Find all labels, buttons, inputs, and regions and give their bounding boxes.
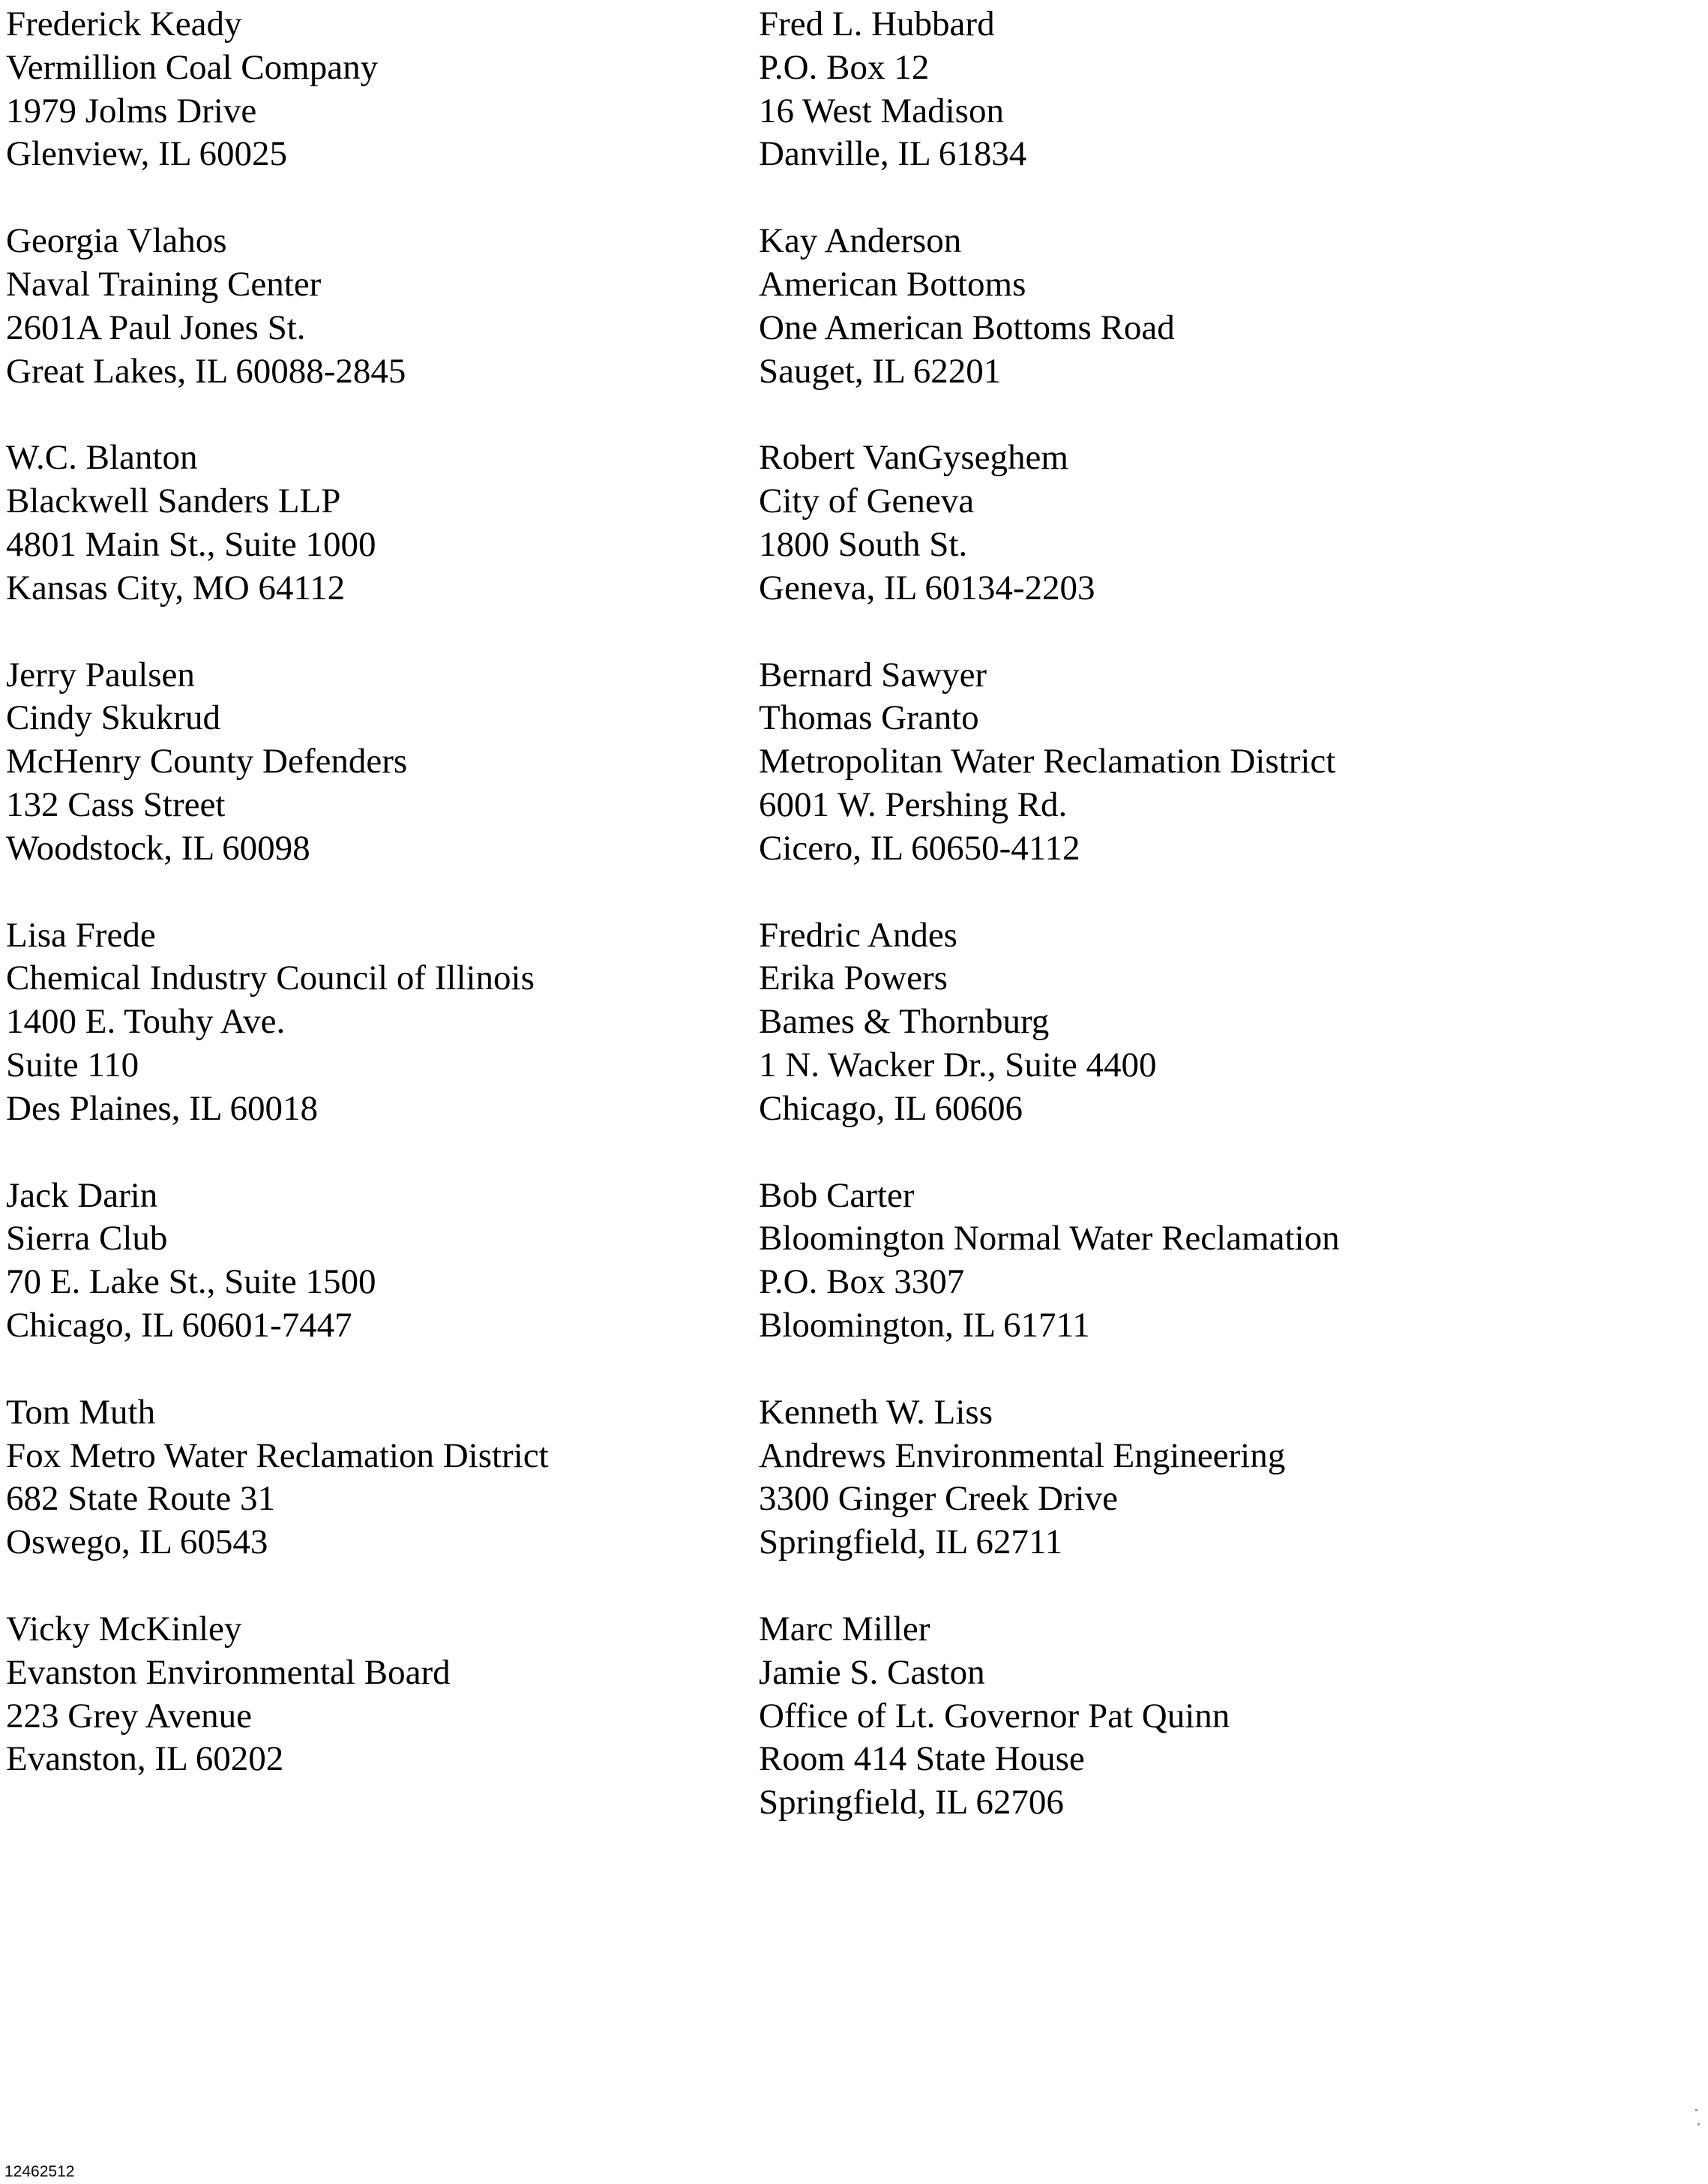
address-block (759, 1174, 1644, 1348)
address-line: City of Geneva (759, 482, 975, 521)
address-line: Woodstock, IL 60098 (6, 828, 310, 868)
address-line: 1979 Jolms Drive (6, 91, 257, 130)
address-block (6, 220, 726, 393)
address-line: Metropolitan Water Reclamation District (759, 742, 1336, 782)
address-line: Glenview, IL 60025 (6, 134, 288, 174)
address-line: Lisa Frede (6, 915, 156, 955)
address-line: Bloomington, IL 61711 (759, 1305, 1090, 1345)
address-line: Tom Muth (6, 1392, 156, 1432)
address-line: Office of Lt. Governor Pat Quinn (759, 1696, 1230, 1736)
address-line: Bernard Sawyer (759, 655, 987, 694)
address-line: 682 State Route 31 (6, 1479, 275, 1519)
address-line: Kay Anderson (759, 221, 962, 261)
address-column-left (6, 3, 726, 1825)
address-line: W.C. Blanton (6, 438, 198, 478)
address-line: 223 Grey Avenue (6, 1696, 253, 1736)
address-line: Naval Training Center (6, 264, 322, 304)
address-line: Room 414 State House (759, 1739, 1085, 1779)
address-line: Thomas Granto (759, 698, 979, 738)
address-block (6, 1391, 726, 1564)
document-id: 12462512 (4, 2163, 75, 2180)
address-line: Vicky McKinley (6, 1609, 242, 1648)
address-block (759, 3, 1644, 176)
address-line: P.O. Box 12 (759, 47, 930, 87)
address-block (759, 220, 1644, 393)
address-column-right (759, 3, 1644, 1868)
address-line: Cicero, IL 60650-4112 (759, 828, 1080, 868)
address-line: Suite 110 (6, 1045, 139, 1084)
address-line: 1400 E. Touhy Ave. (6, 1002, 286, 1042)
address-line: 16 West Madison (759, 91, 1004, 130)
address-block (759, 436, 1644, 610)
address-line: Jack Darin (6, 1175, 158, 1215)
address-line: Erika Powers (759, 958, 948, 998)
address-line: Great Lakes, IL 60088-2845 (6, 351, 406, 391)
address-line: Kenneth W. Liss (759, 1392, 993, 1432)
address-line: Sauget, IL 62201 (759, 351, 1002, 391)
address-line: Marc Miller (759, 1609, 930, 1648)
address-line: One American Bottoms Road (759, 308, 1175, 347)
address-block (6, 3, 726, 176)
address-line: 70 E. Lake St., Suite 1500 (6, 1262, 376, 1302)
address-block (6, 1608, 726, 1781)
address-line: Springfield, IL 62711 (759, 1522, 1063, 1562)
address-line: Georgia Vlahos (6, 221, 227, 261)
address-line: Fox Metro Water Reclamation District (6, 1436, 549, 1475)
address-line: Chemical Industry Council of Illinois (6, 958, 535, 998)
address-line: Evanston Environmental Board (6, 1652, 451, 1692)
address-line: 132 Cass Street (6, 784, 226, 824)
address-line: Springfield, IL 62706 (759, 1783, 1064, 1822)
address-block (6, 436, 726, 610)
address-line: Chicago, IL 60606 (759, 1088, 1023, 1128)
address-line: Bames & Thornburg (759, 1002, 1050, 1042)
address-line: Fredric Andes (759, 915, 957, 955)
address-line: Blackwell Sanders LLP (6, 482, 341, 521)
address-block (759, 654, 1644, 871)
address-line: Des Plaines, IL 60018 (6, 1088, 318, 1128)
address-line: P.O. Box 3307 (759, 1262, 965, 1302)
address-line: Jerry Paulsen (6, 655, 195, 694)
address-block (759, 1608, 1644, 1825)
address-line: Kansas City, MO 64112 (6, 568, 346, 608)
address-line: Robert VanGyseghem (759, 438, 1068, 478)
scan-speck (1695, 2109, 1698, 2111)
address-line: Frederick Keady (6, 4, 242, 44)
address-line: 4801 Main St., Suite 1000 (6, 524, 376, 564)
address-line: 1800 South St. (759, 524, 968, 564)
address-line: 1 N. Wacker Dr., Suite 4400 (759, 1045, 1157, 1084)
address-block (6, 654, 726, 871)
address-block (759, 914, 1644, 1131)
address-line: Fred L. Hubbard (759, 4, 995, 44)
address-line: Sierra Club (6, 1219, 168, 1258)
address-line: McHenry County Defenders (6, 742, 408, 782)
address-line: 6001 W. Pershing Rd. (759, 784, 1068, 824)
address-line: Andrews Environmental Engineering (759, 1436, 1286, 1475)
address-line: Jamie S. Caston (759, 1652, 985, 1692)
address-line: Geneva, IL 60134-2203 (759, 568, 1095, 608)
address-line: Vermillion Coal Company (6, 47, 379, 87)
address-line: 3300 Ginger Creek Drive (759, 1479, 1118, 1519)
address-line: Oswego, IL 60543 (6, 1522, 268, 1562)
address-line: Chicago, IL 60601-7447 (6, 1305, 352, 1345)
address-line: Bloomington Normal Water Reclamation (759, 1219, 1340, 1258)
address-line: Danville, IL 61834 (759, 134, 1027, 174)
address-block (759, 1391, 1644, 1564)
address-line: Cindy Skukrud (6, 698, 220, 738)
address-line: 2601A Paul Jones St. (6, 308, 306, 347)
address-line: Bob Carter (759, 1175, 915, 1215)
scan-speck (1698, 2123, 1700, 2126)
address-line: American Bottoms (759, 264, 1026, 304)
address-line: Evanston, IL 60202 (6, 1739, 284, 1779)
address-block (6, 1174, 726, 1348)
address-block (6, 914, 726, 1131)
